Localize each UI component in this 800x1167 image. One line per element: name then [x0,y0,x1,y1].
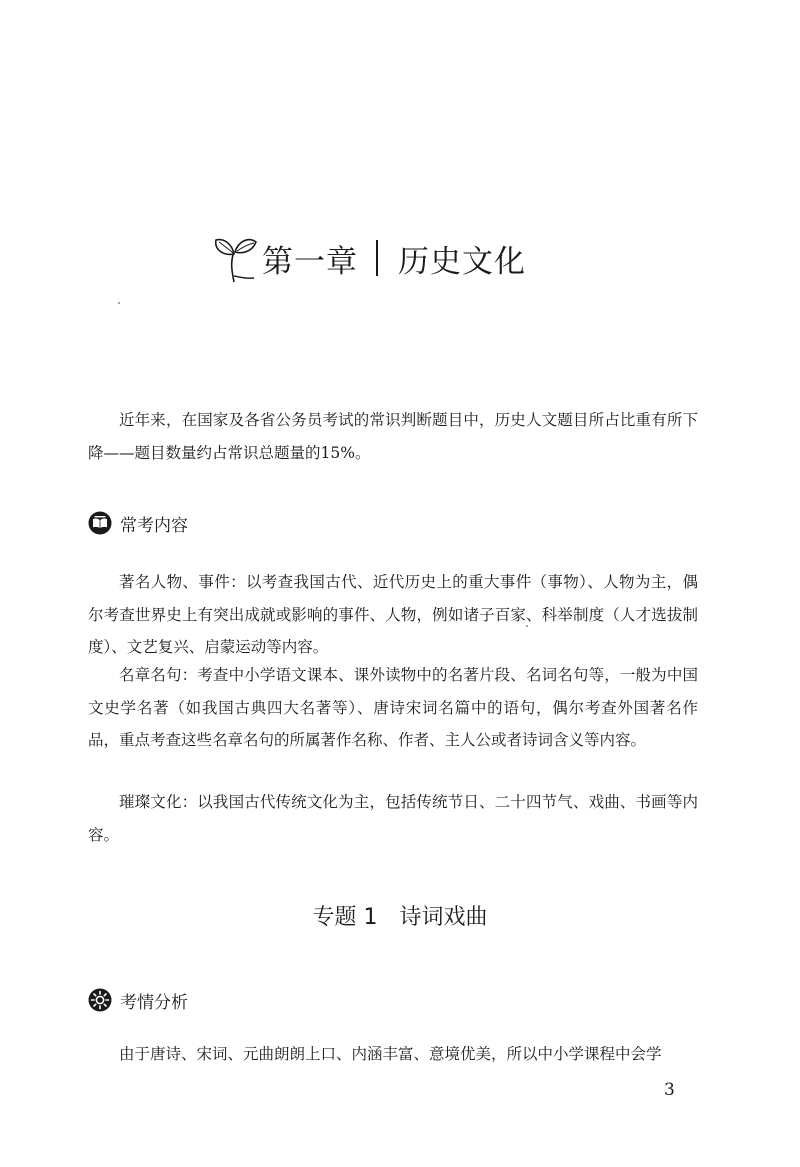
topic-title: 诗词戏曲 [399,905,488,930]
paragraph-famous-people: 著名人物、事件：以考查我国古代、近代历史上的重大事件（事物）、人物为主，偶尔考查世界史上有突出成就或影响的事件、人物，例如诸子百家、科举制度（人才选拔制度）、文艺复兴、启蒙运动等内容。 [88,573,698,656]
intro-paragraph: 近年来，在国家及各省公务员考试的常识判断题目中，历史人文题目所占比重有所下降——题目数量约占常识总题量的15%。 [88,411,698,462]
chapter-divider [376,240,378,276]
scan-speck [118,302,120,304]
scan-speck [526,625,528,627]
chapter-number: 第一章 [262,243,358,280]
section-label-common: 常考内容 [120,515,188,536]
section-label-analysis: 考情分析 [120,992,188,1013]
paragraph-culture: 璀璨文化：以我国古代传统文化为主，包括传统节日、二十四节气、戏曲、书画等内容。 [88,793,698,844]
section-heading-common [88,509,188,537]
section-heading-analysis [88,986,188,1014]
page-number: 3 [664,1080,675,1100]
topic-heading [0,900,800,931]
paragraph-analysis: 由于唐诗、宋词、元曲朗朗上口、内涵丰富、意境优美，所以中小学课程中会学 [119,1045,662,1063]
chapter-heading [210,226,570,290]
chapter-title: 历史文化 [398,243,526,280]
sun-badge-icon [88,988,112,1012]
paragraph-famous-works: 名章名句：考查中小学语文课本、课外读物中的名著片段、名词名句等，一般为中国文史学名著（如我国古典四大名著等）、唐诗宋词名篇中的语句，偶尔考查外国著名作品，重点考查这些名章名句的所属著作名称、作者、主人公或者诗词含义等内容。 [88,666,698,749]
topic-number: 专题 1 [312,905,378,930]
sprout-icon [210,232,260,284]
book-badge-icon [88,511,112,535]
